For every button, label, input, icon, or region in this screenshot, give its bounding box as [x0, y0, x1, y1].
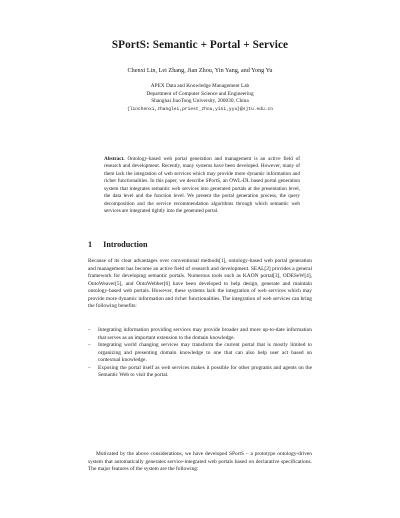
list-item — [88, 342, 312, 365]
list-marker: – — [88, 342, 91, 349]
affiliation-lab: APEX Data and Knowledge Management Lab — [150, 83, 250, 89]
intro-paragraph-2: Motivated by the above considerations, we have developed SPortS – a prototype ontology-driven system that automatically generates service-integrated web portals based on declarative specifications. The major features of the system are the following: — [88, 451, 312, 473]
list-marker: – — [88, 327, 91, 333]
list-item-text: Exposing the portal itself as web services makes it possible for other programs and agents on the Semantic Web to visit the portal. — [98, 364, 312, 379]
section-title: Introduction — [103, 240, 148, 249]
author-emails: {linchenxi,zhanglei,priest_zhou,yini,yyu}@sjtu.edu.cn — [126, 106, 274, 112]
affiliation-department: Department of Computer Science and Engineering — [146, 90, 254, 97]
abstract-text: Ontology-based web portal generation and management is an active field of research and development. Recently, many systems have been developed. However, many of them lack the integration of web services which may provide more dynamic information and richer functionalities. In this paper, we describe SPortS, an OWL-DL based portal generation system that integrates semantic web services into generated portals at the presentation level, the data level and the function level. We present the portal generation process, the query decomposition and the service recommendation algorithms through which semantic web services are integrated tightly into the generated portal. — [104, 156, 300, 215]
abstract — [104, 156, 300, 216]
author-list: Chenxi Lin, Lei Zhang, Jian Zhou, Yin Yang, and Yong Yu — [127, 67, 273, 74]
affiliation-block — [0, 83, 400, 113]
benefits-list — [88, 327, 312, 380]
section-number: 1 — [88, 240, 93, 249]
list-item — [88, 365, 312, 380]
intro-paragraph-1: Because of its clear advantages over conventional methods[1], ontology-based web portal generation and management has become an active field of research and development. SEAL[2] provides a general framework for developing semantic portals. Numerous tools such as KAON portal[3], ODESeW[4], OntoWeaver[5], and OntoWebber[6] have been developed to help design, generate and maintain ontology-based web portals. However, these systems lack the integration of web services which may provide more dynamic information and richer functionalities. The integration of web services can bring the following benefits: — [88, 258, 312, 310]
paper-title: SPortS: Semantic + Portal + Service — [111, 39, 289, 51]
section-heading — [88, 240, 148, 249]
list-item-text: Integrating world changing services may transform the current portal that is mostly limited to organizing and presenting domain knowledge to one that can also help user act based on contextual knowledge. — [98, 342, 312, 364]
affiliation-university: Shanghai JiaoTong University, 200030, China — [151, 98, 249, 105]
abstract-label: Abstract. — [104, 156, 125, 162]
list-item — [88, 327, 312, 342]
list-item-text: Integrating information providing services may provide broader and more up-to-date information that serves as an important extension to the domain knowledge. — [98, 327, 312, 341]
list-marker: – — [88, 364, 91, 371]
